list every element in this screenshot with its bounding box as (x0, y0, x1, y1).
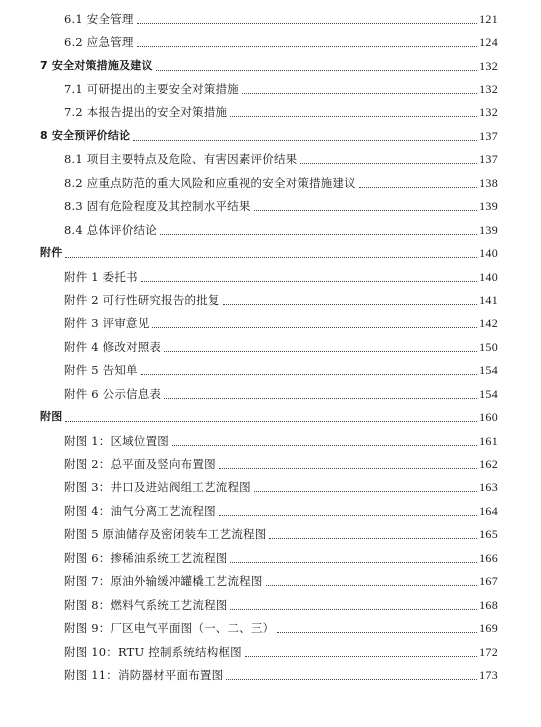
dot-leader (269, 537, 477, 539)
toc-entry-label: 8.1 项目主要特点及危险、有害因素评价结果 (64, 152, 298, 167)
toc-entry-page: 167 (479, 574, 498, 589)
toc-entry-page: 141 (479, 292, 498, 307)
dot-leader (152, 326, 477, 328)
toc-entry-page: 138 (479, 175, 498, 190)
toc-entry-page: 172 (479, 644, 498, 659)
toc-entry-label: 7 安全对策措施及建议 (40, 58, 153, 72)
toc-entry-label: 6.1 安全管理 (64, 11, 134, 26)
toc-entry-page: 137 (479, 152, 498, 167)
dot-leader (219, 467, 477, 469)
toc-entry-page: 169 (479, 621, 498, 636)
toc-entry-label: 附件 1 委托书 (64, 269, 138, 284)
toc-entry-label: 8 安全预评价结论 (40, 128, 131, 142)
toc-entry-label: 附图 4：油气分离工艺流程图 (64, 503, 216, 518)
toc-entry-label: 附件 2 可行性研究报告的批复 (64, 292, 220, 307)
dot-leader (254, 209, 478, 211)
toc-entry-figure-1[interactable] (0, 429, 541, 452)
dot-leader (133, 139, 477, 141)
toc-entry-label: 附图 2：总平面及竖向布置图 (64, 457, 216, 472)
dot-leader (137, 22, 478, 24)
toc-entry-8-2[interactable] (0, 171, 541, 194)
toc-entry-page: 139 (479, 222, 498, 237)
dot-leader (242, 92, 477, 94)
dot-leader (219, 514, 477, 516)
dot-leader (156, 69, 477, 71)
dot-leader (65, 256, 477, 258)
toc-entry-page: 139 (479, 199, 498, 214)
toc-entry-page: 132 (479, 82, 498, 97)
toc-entry-figure-8[interactable] (0, 593, 541, 616)
toc-entry-figure-9[interactable] (0, 616, 541, 639)
toc-entry-label: 附件 3 评审意见 (64, 316, 150, 331)
toc-entry-attachments[interactable] (0, 241, 541, 264)
dot-leader (230, 115, 477, 117)
toc-entry-label: 附件 4 修改对照表 (64, 339, 162, 354)
toc-entry-6-2[interactable] (0, 30, 541, 53)
toc-entry-label: 附图 8：燃料气系统工艺流程图 (64, 597, 228, 612)
toc-entry-attachment-5[interactable] (0, 359, 541, 382)
toc-entry-label: 7.1 可研提出的主要安全对策措施 (64, 82, 239, 97)
toc-entry-figures[interactable] (0, 405, 541, 428)
toc-entry-page: 166 (479, 550, 498, 565)
dot-leader (223, 303, 477, 305)
toc-entry-chapter-8[interactable] (0, 124, 541, 147)
toc-entry-8-4[interactable] (0, 218, 541, 241)
toc-entry-label: 附图 11：消防器材平面布置图 (64, 667, 224, 682)
toc-entry-label: 附件 5 告知单 (64, 363, 138, 378)
toc-entry-page: 142 (479, 316, 498, 331)
dot-leader (65, 420, 477, 422)
dot-leader (230, 561, 477, 563)
dot-leader (164, 350, 477, 352)
toc-entry-attachment-3[interactable] (0, 312, 541, 335)
toc-entry-figure-11[interactable] (0, 663, 541, 686)
toc-entry-label: 附图 5 原油储存及密闭装车工艺流程图 (64, 527, 267, 542)
toc-entry-page: 168 (479, 597, 498, 612)
toc-entry-page: 121 (479, 11, 498, 26)
toc-entry-label: 附图 6：掺稀油系统工艺流程图 (64, 550, 228, 565)
toc-entry-label: 附件 6 公示信息表 (64, 386, 162, 401)
toc-entry-figure-5[interactable] (0, 523, 541, 546)
toc-entry-page: 164 (479, 503, 498, 518)
table-of-contents (0, 7, 541, 687)
toc-entry-page: 140 (479, 246, 498, 261)
toc-entry-label: 附图 3：井口及进站阀组工艺流程图 (64, 480, 251, 495)
toc-entry-figure-4[interactable] (0, 499, 541, 522)
toc-entry-8-1[interactable] (0, 148, 541, 171)
toc-entry-page: 163 (479, 480, 498, 495)
dot-leader (141, 280, 477, 282)
toc-entry-page: 162 (479, 457, 498, 472)
toc-entry-page: 160 (479, 410, 498, 425)
toc-entry-page: 161 (479, 433, 498, 448)
dot-leader (160, 233, 477, 235)
dot-leader (245, 655, 477, 657)
dot-leader (254, 490, 477, 492)
toc-entry-page: 154 (479, 386, 498, 401)
toc-entry-7-1[interactable] (0, 77, 541, 100)
dot-leader (277, 631, 477, 633)
toc-entry-figure-7[interactable] (0, 570, 541, 593)
toc-entry-figure-6[interactable] (0, 546, 541, 569)
toc-entry-label: 8.3 固有危险程度及其控制水平结果 (64, 199, 251, 214)
toc-entry-label: 附图 (40, 410, 63, 424)
toc-entry-attachment-6[interactable] (0, 382, 541, 405)
toc-entry-page: 132 (479, 58, 498, 73)
dot-leader (266, 584, 478, 586)
toc-entry-page: 165 (479, 527, 498, 542)
toc-entry-label: 附件 (40, 246, 63, 260)
toc-entry-attachment-4[interactable] (0, 335, 541, 358)
toc-entry-page: 173 (479, 667, 498, 682)
toc-entry-figure-3[interactable] (0, 476, 541, 499)
toc-entry-label: 附图 10：RTU 控制系统结构框图 (64, 644, 242, 659)
toc-entry-label: 7.2 本报告提出的安全对策措施 (64, 105, 228, 120)
toc-entry-page: 154 (479, 363, 498, 378)
toc-entry-8-3[interactable] (0, 195, 541, 218)
dot-leader (172, 444, 477, 446)
toc-entry-page: 132 (479, 105, 498, 120)
toc-entry-page: 150 (479, 339, 498, 354)
toc-entry-6-1[interactable] (0, 7, 541, 30)
dot-leader (137, 45, 478, 47)
toc-entry-page: 124 (479, 35, 498, 50)
toc-entry-label: 6.2 应急管理 (64, 35, 134, 50)
toc-entry-attachment-1[interactable] (0, 265, 541, 288)
toc-entry-label: 8.4 总体评价结论 (64, 222, 157, 237)
toc-entry-page: 140 (479, 269, 498, 284)
dot-leader (300, 162, 477, 164)
dot-leader (230, 608, 477, 610)
toc-entry-page: 137 (479, 128, 498, 143)
dot-leader (359, 186, 477, 188)
toc-entry-label: 8.2 应重点防范的重大风险和应重视的安全对策措施建议 (64, 175, 356, 190)
toc-entry-attachment-2[interactable] (0, 288, 541, 311)
dot-leader (164, 397, 477, 399)
toc-entry-7-2[interactable] (0, 101, 541, 124)
dot-leader (226, 678, 477, 680)
toc-entry-label: 附图 1：区域位置图 (64, 433, 169, 448)
toc-entry-figure-10[interactable] (0, 640, 541, 663)
toc-entry-chapter-7[interactable] (0, 54, 541, 77)
dot-leader (141, 373, 477, 375)
toc-entry-label: 附图 7：原油外输缓冲罐橇工艺流程图 (64, 574, 263, 589)
toc-entry-figure-2[interactable] (0, 452, 541, 475)
toc-entry-label: 附图 9：厂区电气平面图（一、二、三） (64, 621, 275, 636)
